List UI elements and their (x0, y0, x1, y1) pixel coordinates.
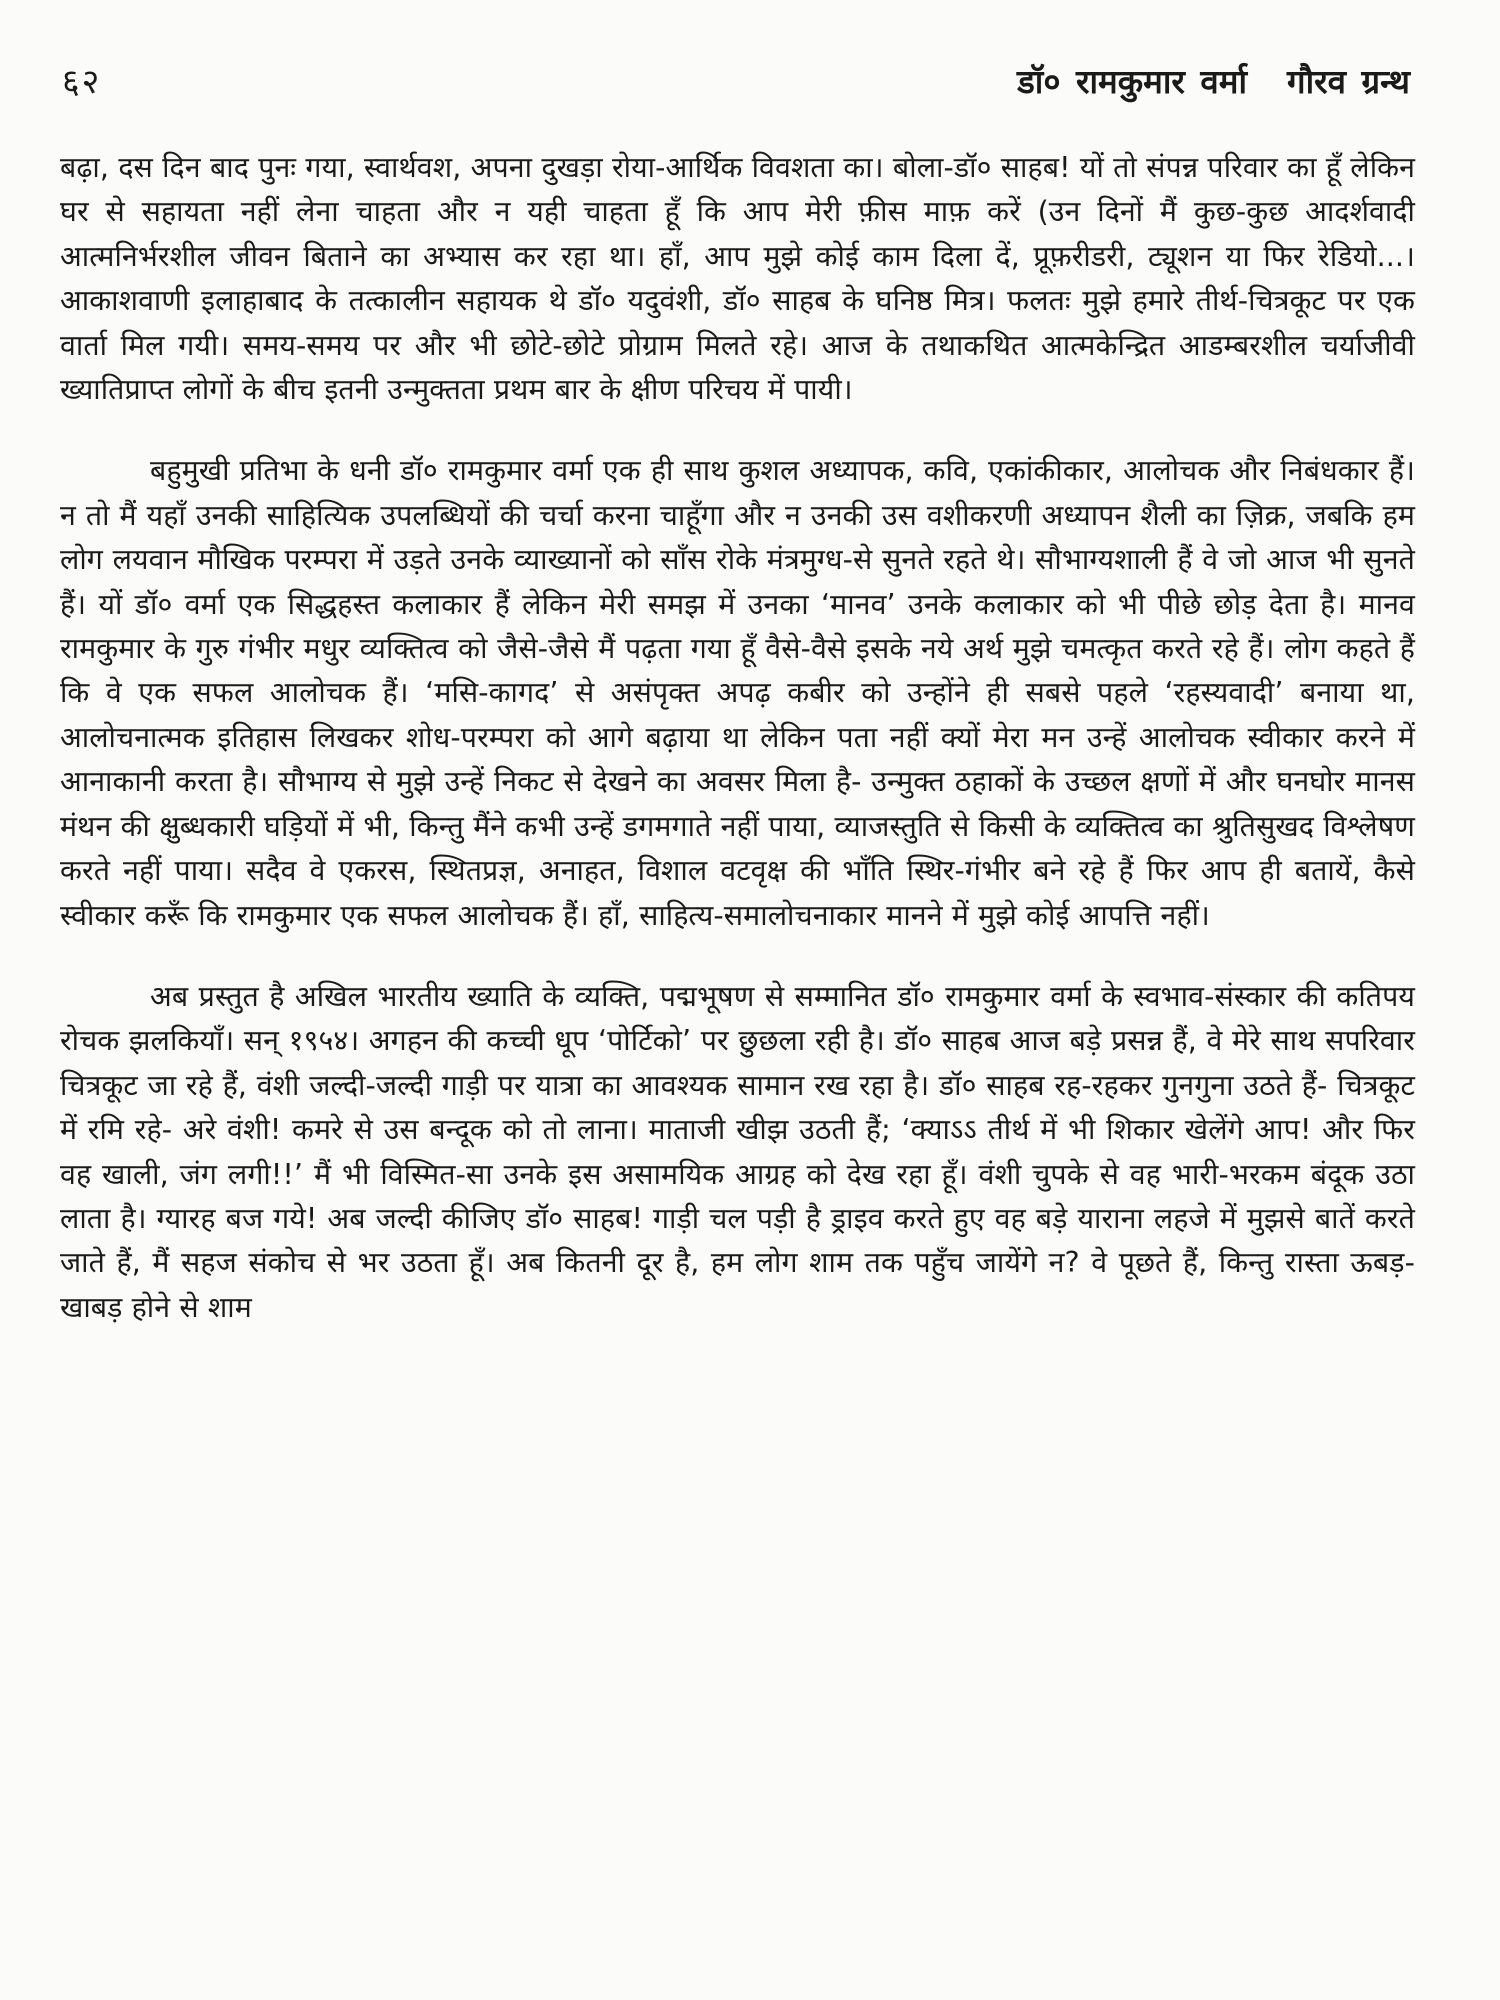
paragraph-1: बढ़ा, दस दिन बाद पुनः गया, स्वार्थवश, अपना दुखड़ा रोया-आर्थिक विवशता का। बोला-डॉ० साहब! यों तो संपन्न परिवार का हूँ लेकिन घर से सहायता नहीं लेना चाहता और न यही चाहता हूँ कि आप मेरी फ़ीस माफ़ करें (उन दिनों मैं कुछ-कुछ आदर्शवादी आत्मनिर्भरशील जीवन बिताने का अभ्यास कर रहा था। हाँ, आप मुझे कोई काम दिला दें, प्रूफ़रीडरी, ट्यूशन या फिर रेडियो...। आकाशवाणी इलाहाबाद के तत्कालीन सहायक थे डॉ० यदुवंशी, डॉ० साहब के घनिष्ठ मित्र। फलतः मुझे हमारे तीर्थ-चित्रकूट पर एक वार्ता मिल गयी। समय-समय पर और भी छोटे-छोटे प्रोग्राम मिलते रहे। आज के तथाकथित आत्मकेन्द्रित आडम्बरशील चर्याजीवी ख्यातिप्राप्त लोगों के बीच इतनी उन्मुक्तता प्रथम बार के क्षीण परिचय में पायी। (60, 151, 1415, 407)
page-number: ६२ (62, 62, 102, 102)
paragraph-2: बहुमुखी प्रतिभा के धनी डॉ० रामकुमार वर्मा एक ही साथ कुशल अध्यापक, कवि, एकांकीकार, आलोचक और निबंधकार हैं। न तो मैं यहाँ उनकी साहित्यिक उपलब्धियों की चर्चा करना चाहूँगा और न उनकी उस वशीकरणी अध्यापन शैली का ज़िक्र, जबकि हम लोग लयवान मौखिक परम्परा में उड़ते उनके व्याख्यानों को साँस रोके मंत्रमुग्ध-से सुनते रहते थे। सौभाग्यशाली हैं वे जो आज भी सुनते हैं। यों डॉ० वर्मा एक सिद्धहस्त कलाकार हैं लेकिन मेरी समझ में उनका ‘मानव’ उनके कलाकार को भी पीछे छोड़ देता है। मानव रामकुमार के गुरु गंभीर मधुर व्यक्तित्व को जैसे-जैसे मैं पढ़ता गया हूँ वैसे-वैसे इसके नये अर्थ मुझे चमत्कृत करते रहे हैं। लोग कहते हैं कि वे एक सफल आलोचक हैं। ‘मसि-कागद’ से असंपृक्त अपढ़ कबीर को उन्होंने ही सबसे पहले ‘रहस्यवादी’ बनाया था, आलोचनात्मक इतिहास लिखकर शोध-परम्परा को आगे बढ़ाया था लेकिन पता नहीं क्यों मेरा मन उन्हें आलोचक स्वीकार करने में आनाकानी करता है। सौभाग्य से मुझे उन्हें निकट से देखने का अवसर मिला है- उन्मुक्त ठहाकों के उच्छल क्षणों में और घनघोर मानस मंथन की क्षुब्धकारी घड़ियों में भी, किन्तु मैंने कभी उन्हें डगमगाते नहीं पाया, व्याजस्तुति से किसी के व्यक्तित्व का श्रुतिसुखद विश्लेषण करते नहीं पाया। सदैव वे एकरस, स्थितप्रज्ञ, अनाहत, विशाल वटवृक्ष की भाँति स्थिर-गंभीर बने रहे हैं फिर आप ही बतायें, कैसे स्वीकार करूँ कि रामकुमार एक सफल आलोचक हैं। हाँ, साहित्य-समालोचनाकार मानने में मुझे कोई आपत्ति नहीं। (60, 454, 1415, 932)
page-header (62, 50, 1410, 110)
running-title-author: डॉ० रामकुमार वर्मा (1017, 61, 1248, 101)
running-title (1017, 58, 1410, 103)
paragraph-3: अब प्रस्तुत है अखिल भारतीय ख्याति के व्यक्ति, पद्मभूषण से सम्मानित डॉ० रामकुमार वर्मा के स्वभाव-संस्कार की कतिपय रोचक झलकियाँ। सन् १९५४। अगहन की कच्ची धूप ‘पोर्टिको’ पर छुछला रही है। डॉ० साहब आज बड़े प्रसन्न हैं, वे मेरे साथ सपरिवार चित्रकूट जा रहे हैं, वंशी जल्दी-जल्दी गाड़ी पर यात्रा का आवश्यक सामान रख रहा है। डॉ० साहब रह-रहकर गुनगुना उठते हैं- चित्रकूट में रमि रहे- अरे वंशी! कमरे से उस बन्दूक को तो लाना। माताजी खीझ उठती हैं; ‘क्याऽऽ तीर्थ में भी शिकार खेलेंगे आप! और फिर वह खाली, जंग लगी!!’ मैं भी विस्मित-सा उनके इस असामयिक आग्रह को देख रहा हूँ। वंशी चुपके से वह भारी-भरकम बंदूक उठा लाता है। ग्यारह बज गये! अब जल्दी कीजिए डॉ० साहब! गाड़ी चल पड़ी है ड्राइव करते हुए वह बड़े याराना लहजे में मुझसे बातें करते जाते हैं, मैं सहज संकोच से भर उठता हूँ। अब कितनी दूर है, हम लोग शाम तक पहुँच जायेंगे न? वे पूछते हैं, किन्तु रास्ता ऊबड़-खाबड़ होने से शाम (60, 979, 1415, 1324)
page-body (60, 146, 1415, 1367)
running-title-book: गौरव ग्रन्थ (1287, 61, 1410, 101)
